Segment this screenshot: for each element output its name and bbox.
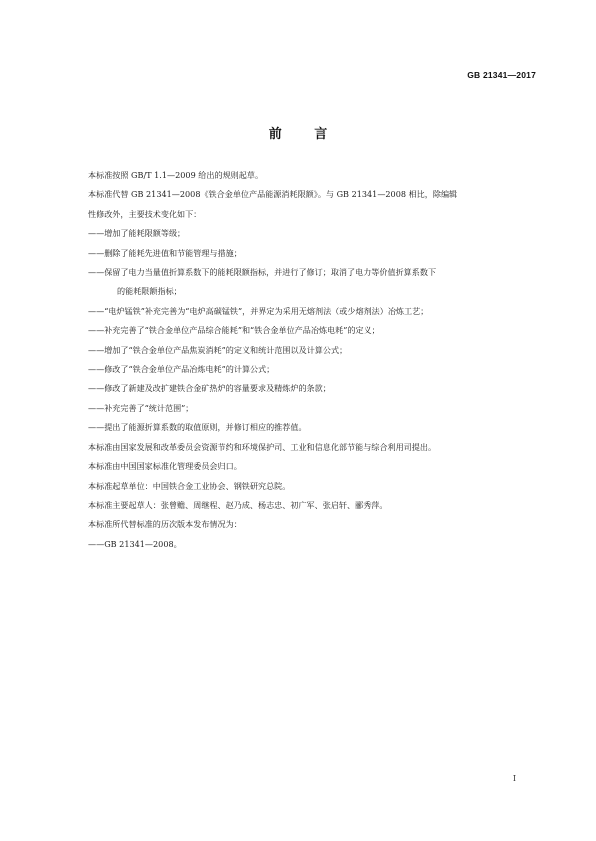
change-item: ——删除了能耗先进值和节能管理与措施； — [88, 247, 242, 258]
standard-code: GB 21341—2017 — [467, 70, 536, 80]
change-item: ——GB 21341—2008。 — [88, 538, 182, 549]
change-item: ——保留了电力当量值折算系数下的能耗限额指标，并进行了修订；取消了电力等价值折算系数下 — [88, 267, 437, 278]
paragraph: 本标准主要起草人：张曾赡、周继程、赵乃成、杨志忠、初广军、张启轩、郦秀萍。 — [88, 499, 388, 510]
paragraph: 本标准所代替标准的历次版本发布情况为： — [88, 519, 242, 530]
page-title: 前 言 — [268, 127, 342, 142]
paragraph-continuation: 性修改外，主要技术变化如下： — [88, 208, 202, 219]
paragraph: 本标准由中国国家标准化管理委员会归口。 — [88, 461, 242, 472]
change-item-continuation: 的能耗限额指标； — [117, 286, 182, 297]
paragraph: 本标准起草单位：中国铁合金工业协会、钢铁研究总院。 — [88, 480, 291, 491]
change-item: ——修改了“铁合金单位产品冶炼电耗”的计算公式； — [88, 364, 275, 375]
paragraph: 本标准代替 GB 21341—2008《铁合金单位产品能源消耗限额》。与 GB 21341—2008 相比，除编辑 — [88, 189, 458, 200]
change-item: ——补充完善了“铁合金单位产品综合能耗”和“铁合金单位产品冶炼电耗”的定义； — [88, 325, 380, 336]
change-item: ——提出了能源折算系数的取值原则，并修订相应的推荐值。 — [88, 422, 307, 433]
change-item: ——补充完善了“统计范围”； — [88, 402, 194, 413]
paragraph: 本标准按照 GB/T 1.1—2009 给出的规则起草。 — [88, 170, 264, 180]
paragraph: 本标准由国家发展和改革委员会资源节约和环境保护司、工业和信息化部节能与综合利用司提出。 — [88, 441, 437, 452]
change-item: ——增加了能耗限额等级； — [88, 228, 186, 239]
change-item: ——增加了“铁合金单位产品焦炭消耗”的定义和统计范围以及计算公式； — [88, 344, 348, 355]
foreword-body — [88, 166, 524, 554]
change-item: ——“电炉锰铁”补充完善为“电炉高碳锰铁”，并界定为采用无熔剂法（或少熔剂法）冶炼工艺； — [88, 305, 429, 316]
change-item: ——修改了新建及改扩建铁合金矿热炉的容量要求及精炼炉的条款； — [88, 383, 331, 394]
page-number: I — [512, 774, 516, 783]
